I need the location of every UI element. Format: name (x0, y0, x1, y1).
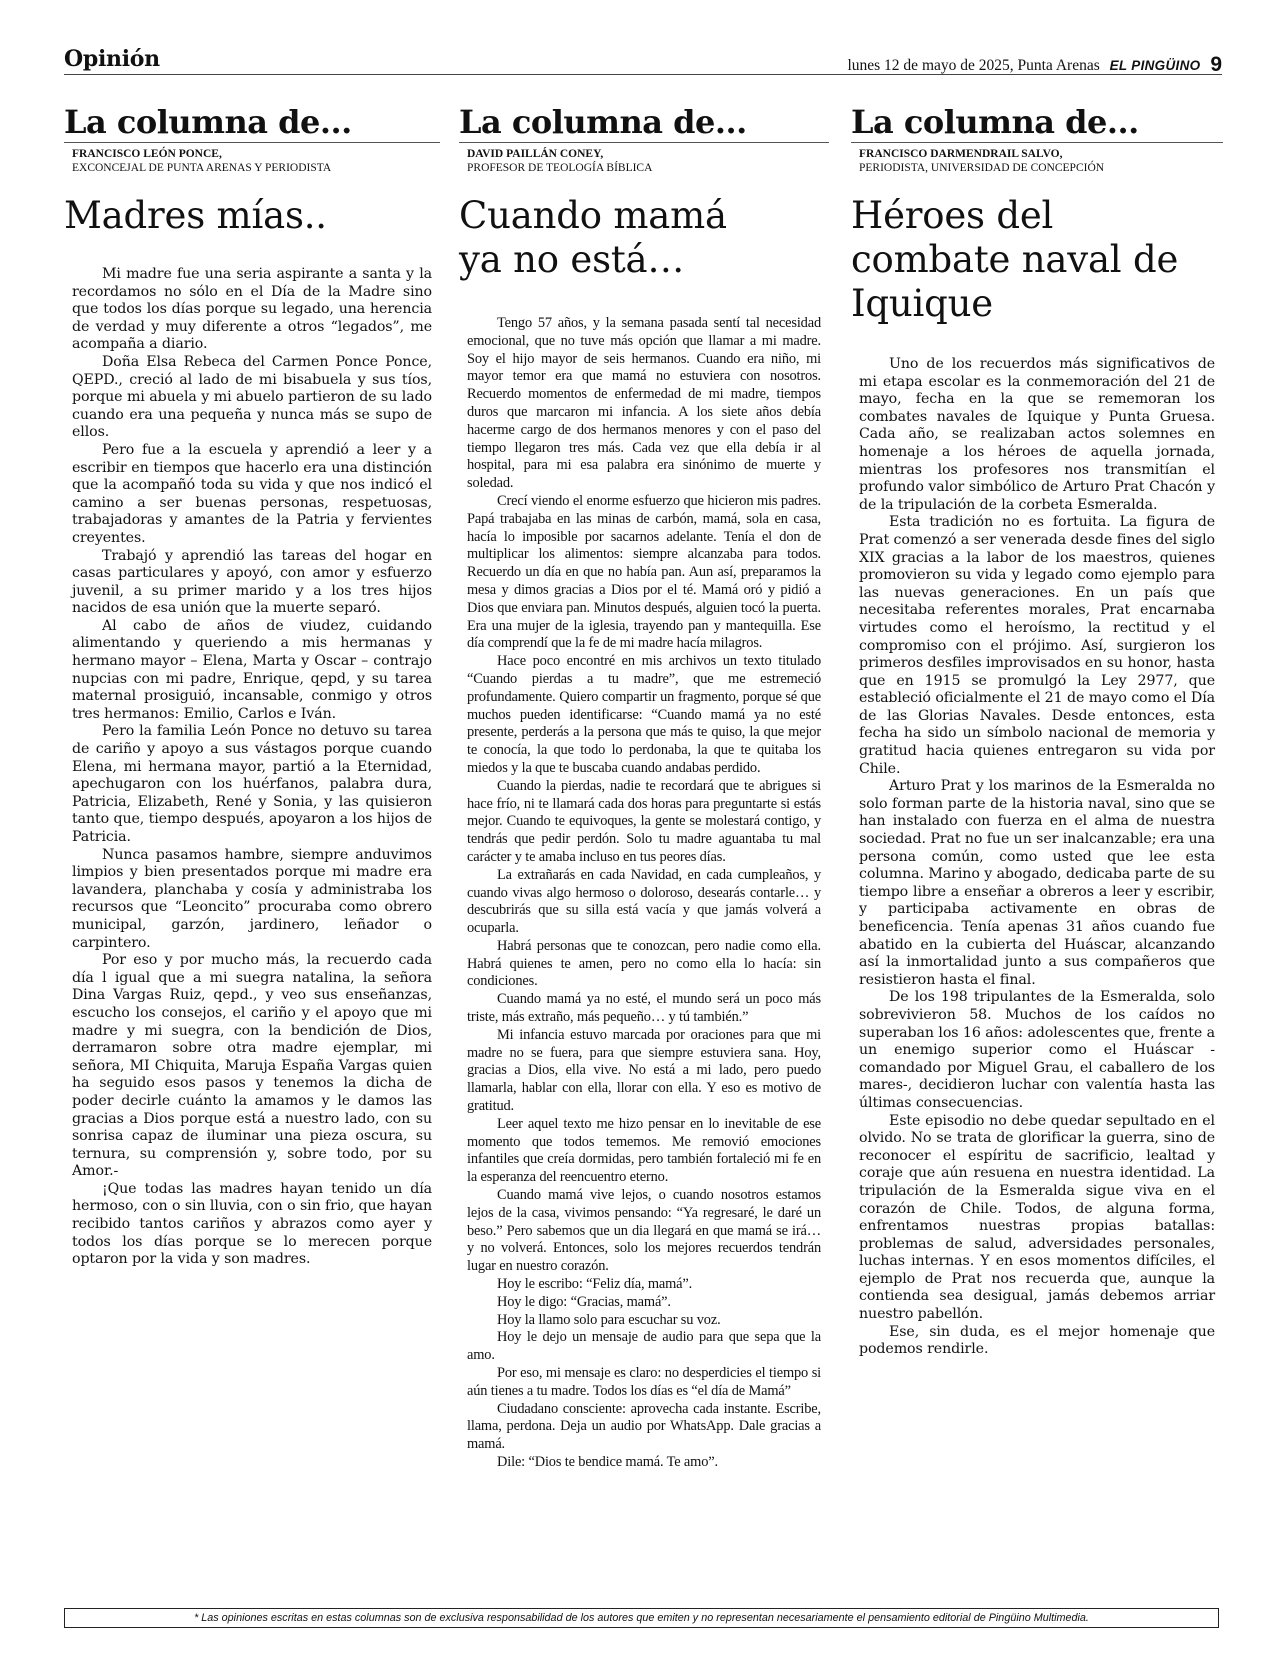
paragraph: Ciudadano consciente: aprovecha cada instante. Escribe, llama, perdona. Deja un audio por WhatsApp. Dale gracias a mamá. (467, 1400, 821, 1453)
author-role: EXCONCEJAL DE PUNTA ARENAS Y PERIODISTA (72, 162, 332, 174)
paragraph: Pero fue a la escuela y aprendió a leer y a escribir en tiempos que hacerlo era una distinción que la acompañó toda su vida y que nos indicó el camino a ser buenas personas, respetuosas, trabajadoras y amantes de la Patria y fervientes creyentes. (72, 441, 432, 546)
paragraph: Al cabo de años de viudez, cuidando alimentando y queriendo a mis hermanas y hermano mayor – Elena, Marta y Oscar – contrajo nupcias con mi padre, Enrique, qepd, y su tarea maternal prosiguió, incansable, conmigo y otros tres hermanos: Emilio, Carlos e Iván. (72, 617, 432, 722)
column-1 (64, 104, 440, 1269)
author-byline (859, 147, 1223, 175)
paragraph: Trabajó y aprendió las tareas del hogar en casas particulares y apoyó, con amor y esfuerzo juvenil, a su primer marido y a los tres hijos nacidos de esa unión que la muerte separó. (72, 547, 432, 617)
page-header (64, 46, 1222, 75)
article-body (72, 266, 432, 1269)
column-label: La columna de... (851, 104, 1223, 143)
paragraph: Hoy la llamo solo para escuchar su voz. (497, 1311, 721, 1328)
paragraph: Nunca pasamos hambre, siempre anduvimos limpios y bien presentados porque mi madre era lavandera, planchaba y cosía y administraba los recursos que “Leoncito” procuraba como obrero municipal, garzón, jardinero, leñador o carpintero. (72, 846, 432, 951)
paragraph: Doña Elsa Rebeca del Carmen Ponce Ponce, QEPD., creció al lado de mi bisabuela y sus tíos, porque mi abuela y mi abuelo partieron de su lado cuando era una pequeña y nunca más se supo de ellos. (72, 353, 432, 441)
article-headline: Cuando mamá ya no está… (459, 194, 727, 281)
paragraph: Este episodio no debe quedar sepultado en el olvido. No se trata de glorificar la guerra, sino de reconocer el espíritu de sacrificio, lealtad y coraje que aún resuena en nuestra identidad. La tripulación de la Esmeralda sigue viva en el corazón de Chile. Todos, de alguna forma, enfrentamos nuestras propias batallas: problemas de salud, adversidades personales, luchas internas. Y en esos momentos difíciles, el ejemplo de Prat nos recuerda que, aunque la contienda sea desigual, jamás debemos arriar nuestro pabellón. (859, 1112, 1215, 1323)
paragraph: Habrá personas que te conozcan, pero nadie como ella. Habrá quienes te amen, pero no como ella lo hacía: sin condiciones. (467, 937, 821, 990)
paragraph: Hoy le digo: “Gracias, mamá”. (497, 1293, 671, 1310)
paragraph: Uno de los recuerdos más significativos de mi etapa escolar es la conmemoración del 21 de mayo, fecha en la que se rememoran los combates navales de Iquique y Punta Gruesa. Cada año, se realizaban actos solemnes en homenaje a los héroes de aquella jornada, mientras los profesores nos transmitían el profundo valor simbólico de Arturo Prat Chacón y de la tripulación de la corbeta Esmeralda. (859, 356, 1215, 513)
column-label: La columna de... (64, 104, 440, 143)
paragraph: ¡Que todas las madres hayan tenido un día hermoso, con o sin lluvia, con o sin frio, que hayan recibido tantos cariños y abrazos como ayer y todos los días porque se lo merecen porque optaron por la vida y son madres. (72, 1180, 432, 1268)
disclaimer-box: * Las opiniones escritas en estas columnas son de exclusiva responsabilidad de los autores que emiten y no representan necesariamente el pensamiento editorial de Pingüino Multimedia. (64, 1608, 1219, 1628)
column-2 (459, 104, 829, 1472)
author-role: PERIODISTA, UNIVERSIDAD DE CONCEPCIÓN (859, 162, 1105, 174)
paragraph: La extrañarás en cada Navidad, en cada cumpleaños, y cuando vivas algo hermoso o doloroso, desearás contarle… y descubrirás que su silla está vacía y que jamás volverá a ocuparla. (467, 866, 821, 937)
page-number: 9 (1210, 53, 1222, 76)
author-name: FRANCISCO LEÓN PONCE, (72, 148, 222, 160)
paragraph: Crecí viendo el enorme esfuerzo que hicieron mis padres. Papá trabajaba en las minas de carbón, mamá, sola en casa, hacía lo imposible por sacarnos adelante. Tenía el don de multiplicar los alimentos: siempre alcanzaba para todos. Recuerdo un día en que no había pan. Aun así, preparamos la mesa y dimos gracias a Dios por el té. Mamá oró y pidió a Dios que enviara pan. Minutos después, alguien tocó la puerta. Era una mujer de la iglesia, trayendo pan y mantequilla. Ese día comprendí que la fe de mi madre hacía milagros. (467, 492, 821, 652)
paragraph: Por eso y por mucho más, la recuerdo cada día l igual que a mi suegra natalina, la señora Dina Vargas Ruiz, qepd., y veo sus enseñanzas, escucho los consejos, el cariño y el apoyo que mi madre y mi suegra, con la bendición de Dios, derramaron sobre otra madre ejemplar, mi señora, MI Chiquita, Maruja España Vargas quien ha seguido esos pasos y tenemos la dicha de poder decirle cuánto la amamos y le damos las gracias a Dios porque está a nuestro lado, con su sonrisa capaz de iluminar una pieza oscura, su ternura, su comprensión y, sobre todo, por su Amor.- (72, 952, 432, 1180)
paragraph: Hoy le escribo: “Feliz día, mamá”. (497, 1276, 693, 1293)
article-body (467, 315, 821, 1472)
author-byline (467, 147, 829, 175)
paragraph: Mi madre fue una seria aspirante a santa y la recordamos no sólo en el Día de la Madre sino que todos los días porque su legado, una herencia de verdad y muy diferente a otros “legados”, me acompaña a diario. (72, 266, 432, 353)
paragraph: Arturo Prat y los marinos de la Esmeralda no solo forman parte de la historia naval, sino que se han instalado con fuerza en el alma de nuestra sociedad. Prat no fue un ser inalcanzable; era una persona común, como usted que lee esta columna. Marino y abogado, dedicaba parte de su tiempo libre a enseñar a obreros a leer y escribir, y participaba activamente en obras de beneficencia. Tenía apenas 31 años cuando fue abatido en la cubierta del Huáscar, alcanzando así la inmortalidad junto a sus compañeros que resistieron hasta el final. (859, 778, 1215, 988)
paragraph: Por eso, mi mensaje es claro: no desperdicies el tiempo si aún tienes a tu madre. Todos los días es “el día de Mamá” (467, 1365, 821, 1399)
article-headline: Héroes del combate naval de Iquique (851, 194, 1179, 325)
paragraph: Pero la familia León Ponce no detuvo su tarea de cariño y apoyo a sus vástagos porque cuando Elena, mi hermana mayor, partió a la Eternidad, apechugaron con los huérfanos, palabra dura, Patricia, Elizabeth, René y Sonia, y las quisieron tanto que, tiempo después, apoyaron a los hijos de Patricia. (72, 723, 432, 845)
paragraph: Hace poco encontré en mis archivos un texto titulado “Cuando pierdas a tu madre”, que me estremeció profundamente. Quiero compartir un fragmento, porque sé que muchos pueden identificarse: “Cuando mamá ya no esté presente, perderás a la persona que más te quiso, la que mejor te conocía, la que todo lo perdonaba, la que te quitaba los miedos y la que te buscaba cuando andabas perdido. (467, 653, 821, 776)
paragraph: Esta tradición no es fortuita. La figura de Prat comenzó a ser venerada desde fines del siglo XIX gracias a la labor de los maestros, quienes promovieron su vida y legado como ejemplo para las nuevas generaciones. En un país que necesitaba referentes morales, Prat encarnaba virtudes como el heroísmo, la rectitud y el compromiso con el prójimo. Así, surgieron los primeros desfiles improvisados en su honor, hasta que en 1915 se promulgó la Ley 2977, que estableció oficialmente el 21 de mayo como el Día de las Glorias Navales. Desde entonces, esta fecha ha sido un símbolo nacional de memoria y gratitud hacia quienes entregaron su vida por Chile. (859, 514, 1215, 777)
column-label: La columna de... (459, 104, 829, 143)
dateline-bar (847, 52, 1222, 76)
paragraph: Hoy le dejo un mensaje de audio para que sepa que la amo. (467, 1329, 821, 1364)
author-name: FRANCISCO DARMENDRAIL SALVO, (859, 148, 1063, 160)
author-byline (72, 147, 440, 175)
paragraph: Leer aquel texto me hizo pensar en lo inevitable de ese momento que todos tememos. Me removió emociones infantiles que creía dormidas, pero también fortaleció mi fe en la esperanza del reencuentro eterno. (467, 1115, 821, 1186)
paragraph: Mi infancia estuvo marcada por oraciones para que mi madre no se fuera, para que siempre estuviera sana. Hoy, gracias a Dios, ella vive. No está a mi lado, pero puedo llamarla, hablar con ella, llorar con ella. Y eso es motivo de gratitud. (467, 1026, 821, 1115)
paragraph: De los 198 tripulantes de la Esmeralda, solo sobrevivieron 58. Muchos de los caídos no superaban los 16 años: adolescentes que, frente a un enemigo superior como el Huáscar -comandado por Miguel Grau, el caballero de los mares-, decidieron luchar con valentía hasta las últimas consecuencias. (859, 989, 1215, 1111)
paragraph: Cuando la pierdas, nadie te recordará que te abrigues si hace frío, ni te llamará cada dos horas para preguntarte si estás mejor. Cuando te equivoques, la gente se molestará contigo, y tendrás que pedir perdón. Solo tu madre aguantaba tu mal carácter y te amaba incluso en tus peores días. (467, 777, 821, 865)
column-3 (851, 104, 1223, 1359)
article-headline: Madres mías.. (64, 194, 327, 237)
author-role: PROFESOR DE TEOLOGÍA BÍBLICA (467, 162, 653, 174)
section-title: Opinión (64, 46, 160, 72)
author-name: DAVID PAILLÁN CONEY, (467, 148, 604, 160)
dateline: lunes 12 de mayo de 2025, Punta Arenas (847, 57, 1100, 74)
paragraph: Ese, sin duda, es el mejor homenaje que podemos rendirle. (859, 1323, 1215, 1358)
article-body (859, 356, 1215, 1359)
paragraph: Cuando mamá ya no esté, el mundo será un poco más triste, más extraño, más pequeño… y tú también.” (467, 991, 821, 1026)
paragraph: Dile: “Dios te bendice mamá. Te amo”. (497, 1454, 718, 1470)
paragraph: Tengo 57 años, y la semana pasada sentí tal necesidad emocional, que no tuve más opción que llamar a mi madre. Soy el hijo mayor de seis hermanos. Cuando era niño, mi mayor temor era que mamá no estuviera con nosotros. Recuerdo momentos de enfermedad de mi madre, tiempos duros que marcaron mi infancia. A los siete años debía hacerme cargo de dos hermanos menores y con el paso del tiempo llegaron tres más. Cada vez que ella debía ir al hospital, para mi esa palabra era sinónimo de muerte y soledad. (467, 315, 821, 492)
paragraph: Cuando mamá vive lejos, o cuando nosotros estamos lejos de la casa, vivimos pensando: “Ya regresaré, le daré un beso.” Pero sabemos que un dia llegará en que mamá se irá… y no volverá. Entonces, solo los mejores recuerdos tendrán lugar en nuestro corazón. (467, 1187, 821, 1275)
brand-logo: EL PINGÜINO (1109, 58, 1201, 73)
